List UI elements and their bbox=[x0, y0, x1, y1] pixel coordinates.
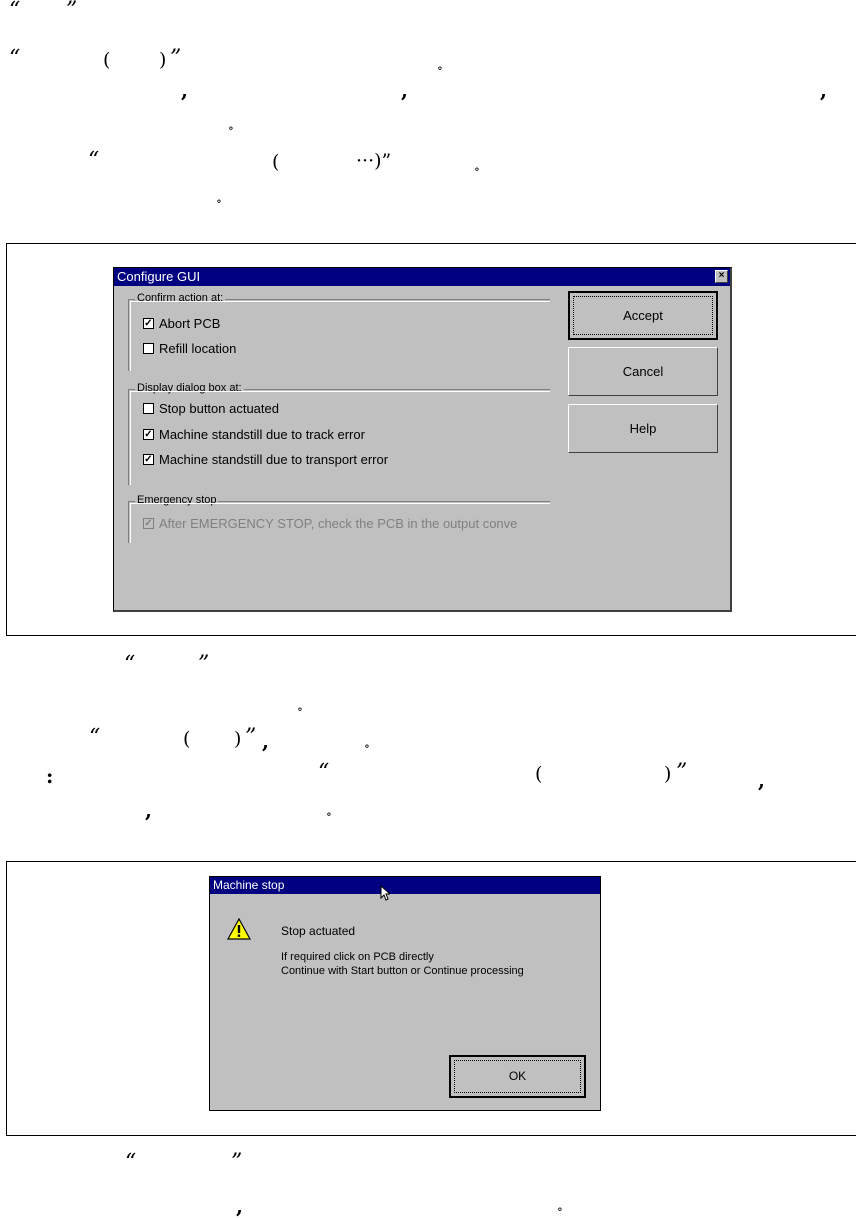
machine-stop-window bbox=[209, 876, 601, 1111]
checkbox-box[interactable]: ✓ bbox=[144, 518, 153, 529]
close-quote-mark: ” bbox=[66, 0, 78, 23]
group-legend: Confirm action at: bbox=[137, 292, 224, 304]
transport-error-checkbox[interactable] bbox=[143, 452, 523, 468]
period-mark: ∘ bbox=[216, 194, 222, 208]
cancel-label: Cancel bbox=[622, 364, 664, 379]
help-label: Help bbox=[629, 421, 657, 436]
mouse-pointer-icon bbox=[380, 885, 390, 901]
checkbox-label: Stop button actuated bbox=[159, 401, 279, 416]
help-button[interactable] bbox=[568, 404, 718, 453]
checkbox-label: Machine standstill due to track error bbox=[159, 427, 365, 442]
close-quote-mark: ” bbox=[170, 46, 182, 71]
accept-label: Accept bbox=[623, 308, 663, 323]
open-paren-mark: ( bbox=[535, 763, 543, 785]
configure-gui-window bbox=[113, 267, 732, 612]
window-title: Configure GUI bbox=[117, 269, 201, 284]
open-quote-mark: “ bbox=[88, 148, 100, 173]
open-paren-mark: ( bbox=[103, 49, 111, 71]
open-paren-mark: ( bbox=[183, 728, 191, 750]
period-mark: ∘ bbox=[297, 702, 303, 716]
window-title: Machine stop bbox=[213, 878, 285, 892]
warning-icon bbox=[227, 918, 251, 940]
close-paren-mark: ) bbox=[234, 728, 242, 750]
checkbox-box[interactable] bbox=[143, 343, 154, 354]
period-mark: ∘ bbox=[326, 807, 332, 821]
message-line-2: Continue with Start button or Continue processing bbox=[281, 965, 524, 977]
open-quote-mark: “ bbox=[318, 760, 330, 785]
checkbox-label: Abort PCB bbox=[159, 316, 221, 331]
period-mark: ∘ bbox=[474, 162, 480, 176]
comma-mark: , bbox=[181, 78, 188, 102]
open-paren-mark: ( bbox=[272, 151, 280, 173]
accept-button[interactable] bbox=[568, 291, 718, 340]
ok-button[interactable] bbox=[449, 1055, 586, 1098]
close-quote-mark: ” bbox=[231, 1150, 243, 1175]
checkbox-box[interactable]: ✓ bbox=[144, 454, 153, 465]
colon-mark: : bbox=[46, 764, 54, 788]
refill-location-checkbox[interactable] bbox=[143, 341, 443, 357]
open-quote-mark: “ bbox=[125, 1150, 137, 1175]
checkbox-label: After EMERGENCY STOP, check the PCB in the output conve bbox=[159, 516, 518, 531]
close-paren-mark: ) bbox=[664, 763, 672, 785]
ok-label: OK bbox=[508, 1069, 527, 1083]
open-quote-mark: “ bbox=[124, 652, 136, 677]
close-icon[interactable]: × bbox=[715, 270, 728, 283]
close-quote-mark: ” bbox=[245, 725, 257, 750]
open-quote-mark: “ bbox=[9, 46, 21, 71]
cancel-button[interactable] bbox=[568, 347, 718, 396]
stop-button-actuated-checkbox[interactable] bbox=[143, 401, 523, 417]
group-legend: Display dialog box at: bbox=[137, 382, 242, 394]
close-quote-mark: ” bbox=[676, 760, 688, 785]
comma-mark: , bbox=[262, 729, 269, 753]
abort-pcb-checkbox[interactable] bbox=[143, 316, 443, 332]
track-error-checkbox[interactable] bbox=[143, 427, 523, 443]
period-mark: ∘ bbox=[364, 739, 370, 753]
comma-mark: , bbox=[820, 78, 827, 102]
title-bar[interactable] bbox=[210, 877, 600, 894]
comma-mark: , bbox=[758, 768, 765, 792]
checkbox-box[interactable]: ✓ bbox=[144, 429, 153, 440]
message-line-1: If required click on PCB directly bbox=[281, 951, 434, 963]
comma-mark: , bbox=[145, 798, 152, 822]
checkbox-box[interactable] bbox=[143, 403, 154, 414]
period-mark: ∘ bbox=[437, 61, 443, 75]
title-bar[interactable] bbox=[114, 268, 730, 286]
close-quote-mark: ” bbox=[198, 652, 210, 677]
checkbox-label: Machine standstill due to transport error bbox=[159, 452, 389, 467]
period-mark: ∘ bbox=[557, 1202, 563, 1216]
confirm-action-group bbox=[128, 292, 550, 371]
comma-mark: , bbox=[401, 78, 408, 102]
open-quote-mark: “ bbox=[89, 725, 101, 750]
stop-heading: Stop actuated bbox=[281, 924, 356, 938]
ellipsis-paren-mark: ···)” bbox=[356, 150, 392, 172]
group-legend: Emergency stop bbox=[137, 494, 217, 506]
comma-mark: , bbox=[236, 1194, 243, 1218]
checkbox-label: Refill location bbox=[159, 341, 237, 356]
close-paren-mark: ) bbox=[159, 49, 167, 71]
open-quote-mark: “ bbox=[9, 0, 21, 23]
period-mark: ∘ bbox=[228, 121, 234, 135]
checkbox-box[interactable]: ✓ bbox=[144, 318, 153, 329]
emergency-output-check-checkbox[interactable] bbox=[143, 516, 549, 532]
